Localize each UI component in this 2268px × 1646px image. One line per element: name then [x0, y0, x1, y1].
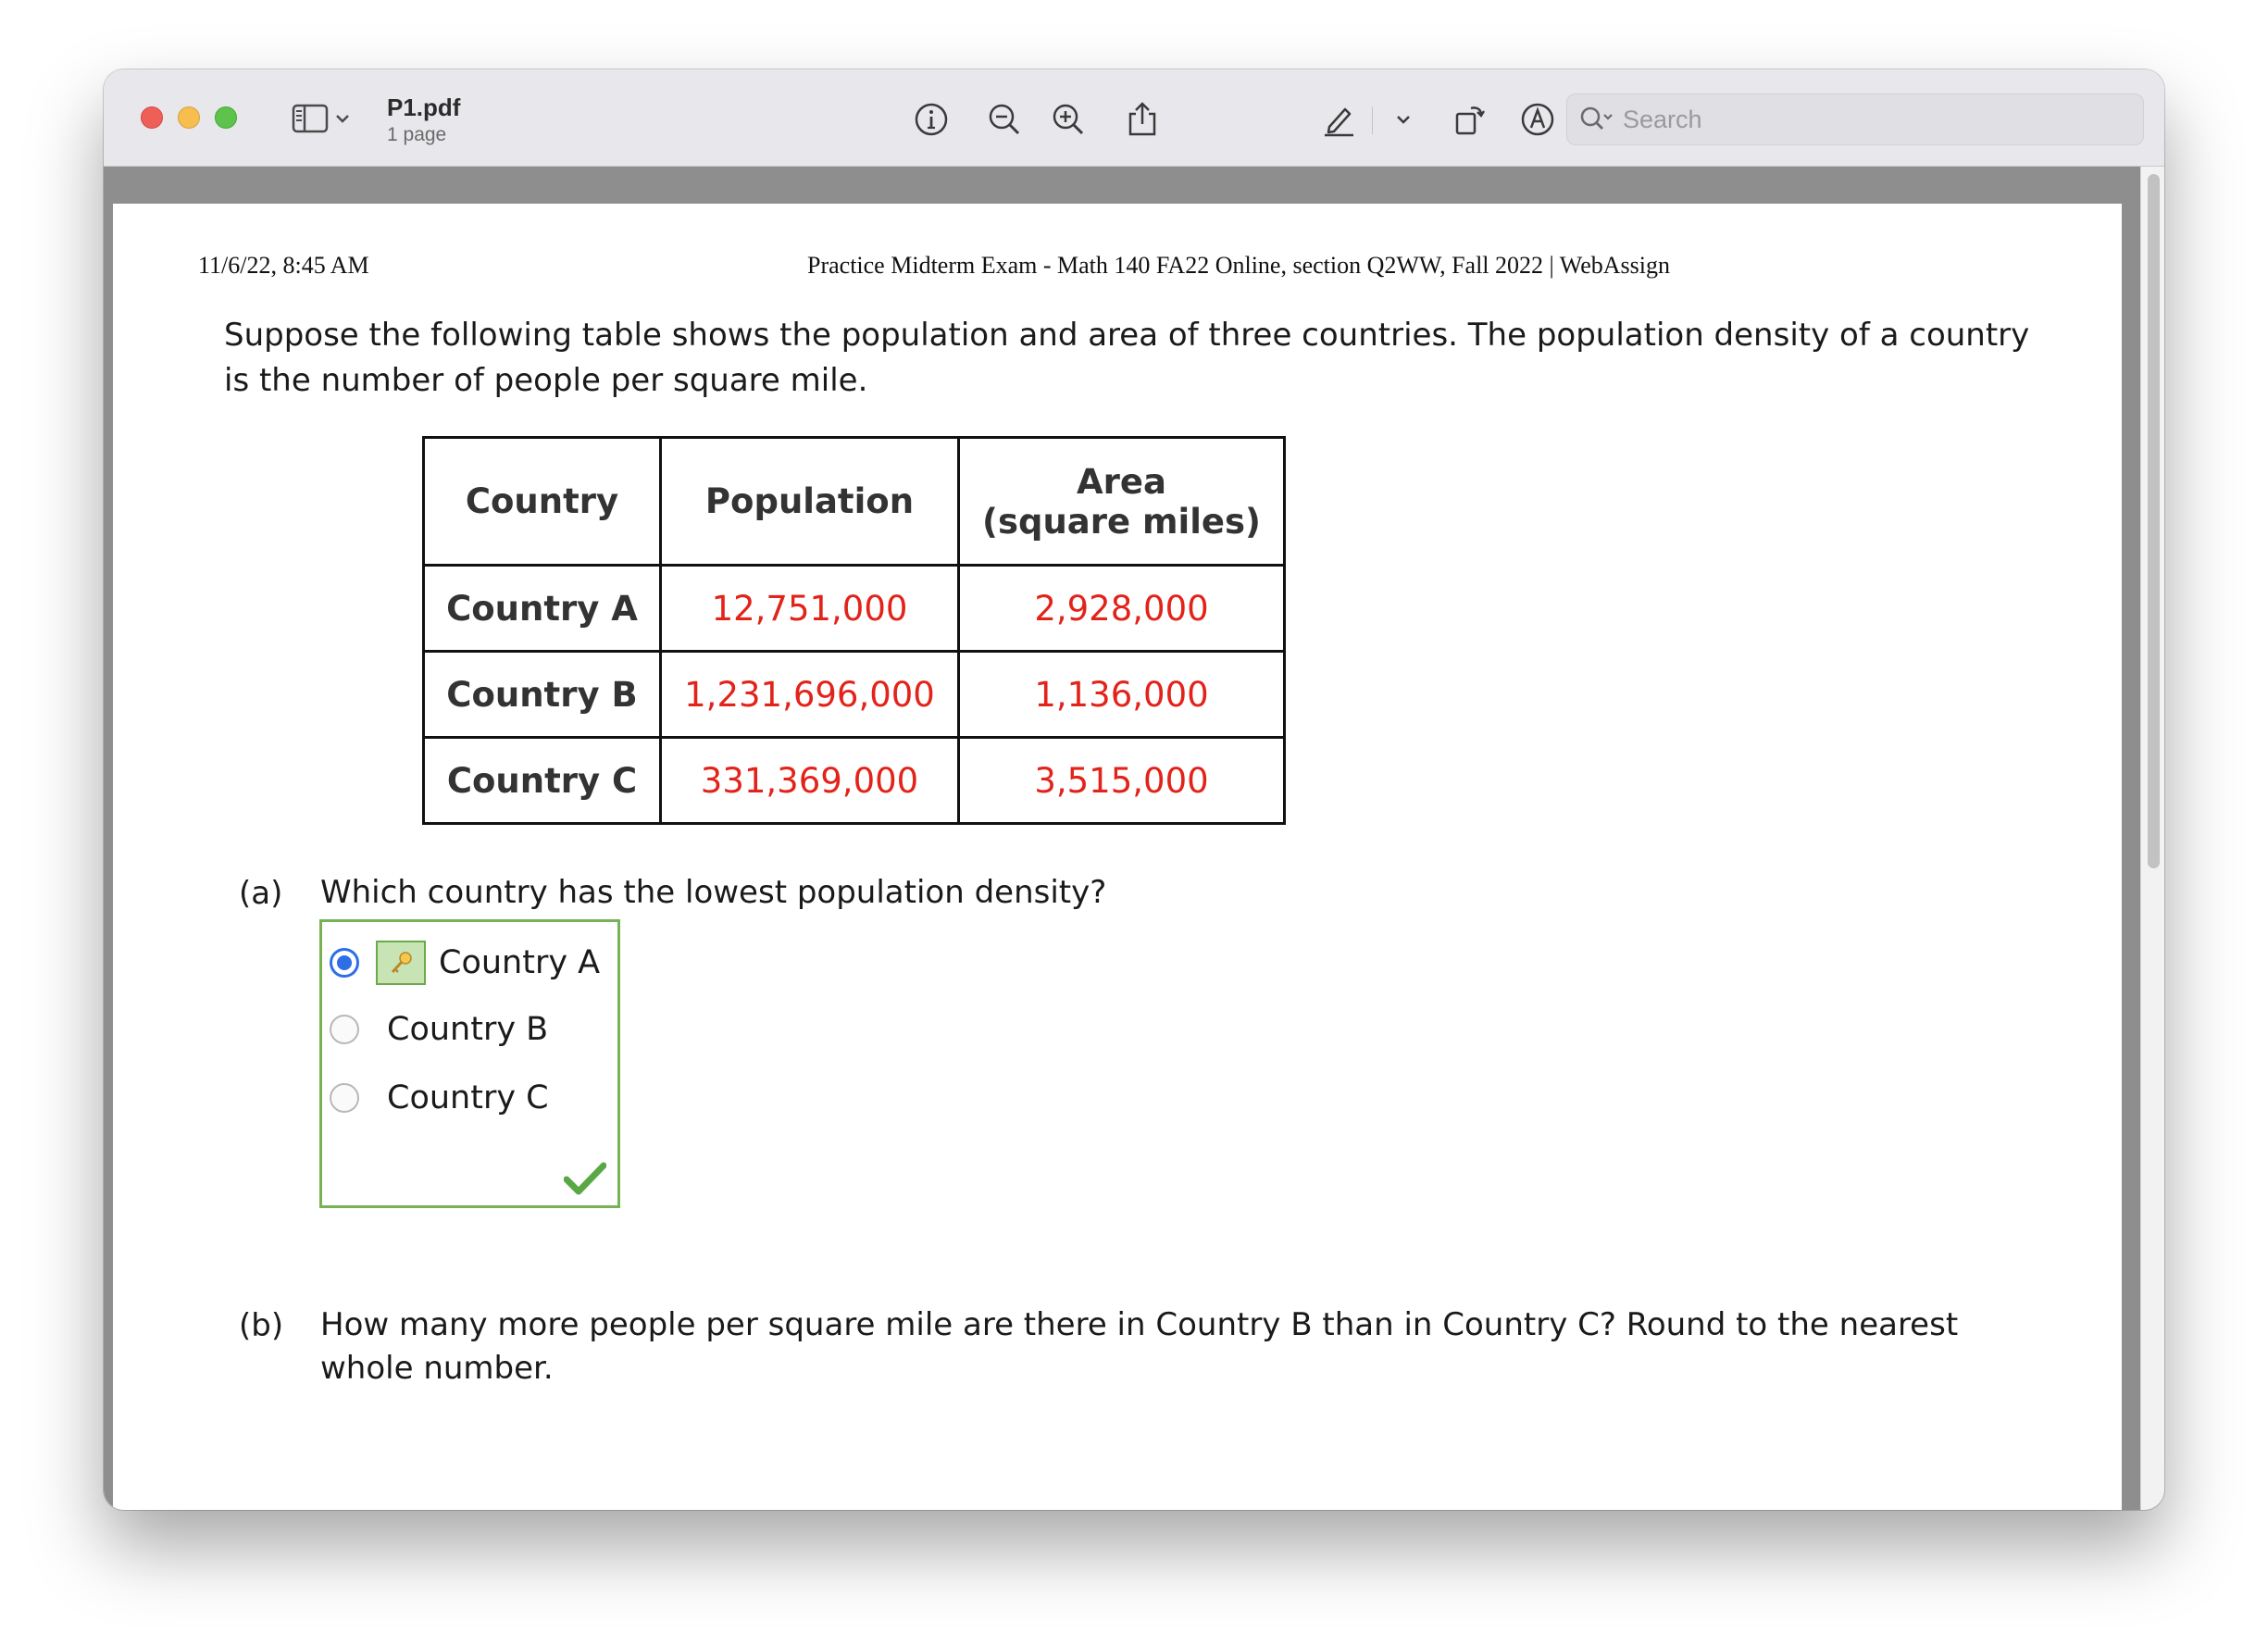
info-icon — [913, 101, 950, 138]
option-label: Country A — [439, 944, 601, 981]
radio-country-b[interactable] — [330, 1015, 359, 1044]
rotate-icon — [1451, 101, 1488, 138]
option-country-c[interactable] — [330, 1079, 549, 1116]
part-b-question: How many more people per square mile are there in Country B than in Country C? Round to the nearest whole number. — [320, 1306, 1959, 1387]
markup-icon — [1519, 101, 1556, 138]
zoom-in-button[interactable] — [1048, 99, 1089, 140]
minimize-button[interactable] — [178, 106, 200, 129]
toolbar — [104, 69, 2164, 167]
zoom-in-icon — [1050, 101, 1087, 138]
option-label: Country C — [387, 1079, 549, 1116]
row-area: 1,136,000 — [959, 652, 1285, 738]
table-row — [424, 738, 1285, 824]
rotate-button[interactable] — [1449, 99, 1489, 140]
search-input[interactable] — [1623, 106, 2104, 134]
scrollbar-thumb[interactable] — [2148, 174, 2160, 868]
column-header-area — [959, 438, 1285, 566]
radio-country-c[interactable] — [330, 1083, 359, 1113]
document-viewer — [104, 167, 2164, 1510]
answer-choices-box — [319, 919, 620, 1208]
part-b-label: (b) — [239, 1307, 284, 1344]
sidebar-toggle-button[interactable] — [292, 103, 366, 134]
column-header-area-line2: (square miles) — [982, 501, 1261, 542]
column-header-area-line1: Area — [1077, 461, 1166, 502]
row-country: Country B — [424, 652, 661, 738]
document-title — [387, 94, 460, 146]
zoom-out-button[interactable] — [984, 99, 1025, 140]
page-count: 1 page — [387, 124, 447, 145]
highlight-pen-icon — [1320, 101, 1357, 138]
row-population: 331,369,000 — [661, 738, 959, 824]
row-population: 12,751,000 — [661, 566, 959, 652]
preview-window — [104, 69, 2164, 1510]
option-country-b[interactable] — [330, 1011, 548, 1048]
close-button[interactable] — [141, 106, 163, 129]
page-header-title: Practice Midterm Exam - Math 140 FA22 Online, section Q2WW, Fall 2022 | WebAssign — [807, 252, 1671, 279]
row-country: Country A — [424, 566, 661, 652]
sidebar-icon — [292, 103, 329, 134]
correct-checkmark-icon — [564, 1161, 606, 1196]
info-button[interactable] — [911, 99, 952, 140]
markup-button[interactable] — [1517, 99, 1558, 140]
option-label: Country B — [387, 1011, 549, 1048]
row-country: Country C — [424, 738, 661, 824]
pdf-page — [113, 204, 2122, 1510]
chevron-down-icon — [334, 112, 351, 125]
chevron-down-icon — [1385, 101, 1422, 138]
zoom-button[interactable] — [215, 106, 237, 129]
page-header-date: 11/6/22, 8:45 AM — [198, 252, 369, 279]
key-icon — [376, 941, 426, 985]
vertical-scrollbar[interactable] — [2140, 167, 2164, 1510]
row-population: 1,231,696,000 — [661, 652, 959, 738]
share-button[interactable] — [1122, 99, 1163, 140]
table-header-row — [424, 438, 1285, 566]
search-icon — [1578, 105, 1615, 134]
radio-country-a[interactable] — [330, 948, 359, 978]
population-table — [422, 436, 1286, 825]
column-header-country: Country — [424, 438, 661, 566]
search-field[interactable] — [1566, 94, 2144, 145]
row-area: 3,515,000 — [959, 738, 1285, 824]
table-row — [424, 566, 1285, 652]
document-name: P1.pdf — [387, 94, 461, 121]
part-a-question: Which country has the lowest population density? — [320, 874, 1107, 911]
question-intro: Suppose the following table shows the population and area of three countries. The population density of a country is the number of people per square mile. — [224, 317, 2030, 399]
highlight-button[interactable] — [1318, 99, 1359, 140]
part-a-label: (a) — [239, 875, 283, 912]
row-area: 2,928,000 — [959, 566, 1285, 652]
toolbar-divider — [1372, 106, 1373, 134]
table-row — [424, 652, 1285, 738]
highlight-options-button[interactable] — [1383, 99, 1424, 140]
zoom-out-icon — [986, 101, 1023, 138]
column-header-population: Population — [661, 438, 959, 566]
share-icon — [1124, 101, 1161, 138]
option-country-a[interactable] — [330, 941, 600, 985]
